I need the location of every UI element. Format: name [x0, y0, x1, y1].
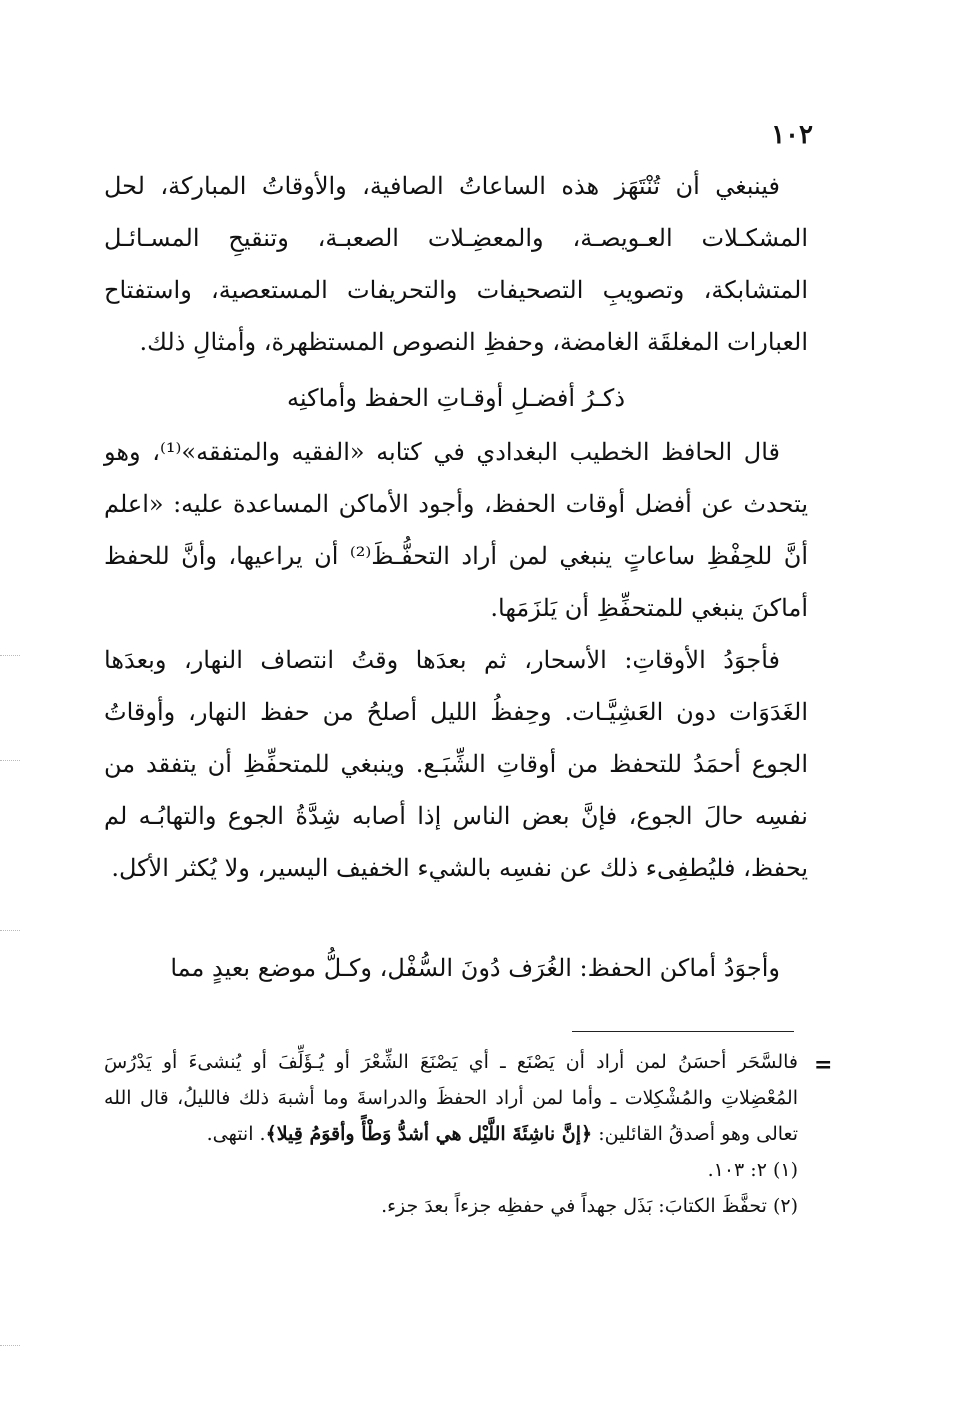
scan-margin-mark	[0, 760, 20, 761]
paragraph-1-text: فينبغي أن تُنْتَهَز هذه الساعاتُ الصافية، والأوقاتُ المباركة، لحل المشكـلات العـويصـة، والمعضِـلات الصعبـة، وتنقيحِ المسـائـل المتشابكة، وتصويبِ التصحيفات والتحريفات المستعصية، واستفتاح العبارات المغلقَة الغامضة، وحفظِ النصوص المستظهرة، وأمثالِ ذلك.	[104, 172, 808, 356]
footnote-continuation-text: فالسَّحَر أحسَنُ لمن أراد أن يَصْنَع ـ أي يَصْنَعَ الشِّعْرَ أو يُـؤَلِّفَ أو يُنشىءَ أو يَدْرُسَ المُعْضِلاتِ والمُشْكِلات ـ وأما لمن أراد الحفظَ والدراسةَ وما أشبهَ ذلك فالليلُ، قال الله تعالى وهو أصدقُ القائلين:	[104, 1051, 798, 1145]
footnote-2: (٢) تحفَّظَ الكتابَ: بَذَل جهداً في حفظِه جزءاً بعدَ جزء.	[381, 1195, 798, 1217]
page-number: ١٠٢	[771, 120, 813, 150]
scan-margin-mark	[0, 655, 20, 656]
section-heading: ذكـرُ أفضـلِ أوقـاتِ الحفظ وأماكنِه	[286, 384, 626, 412]
footnote-divider	[572, 1031, 794, 1032]
paragraph-3	[104, 634, 808, 894]
scan-margin-mark	[0, 930, 20, 931]
paragraph-2	[104, 426, 808, 634]
footnote-end-text: . انتهى.	[206, 1123, 266, 1145]
paragraph-3-text: فأجوَدُ الأوقاتِ: الأسحار، ثم بعدَها وقتُ انتصاف النهار، وبعدَها الغَدَوَات دون العَشِيَّـات. وحِفظُ الليل أصلحُ من حفظ النهار، وأوقاتُ الجوع أحمَدُ للتحفظ من أوقاتِ الشِّبَـع. وينبغي للمتحفِّظِ أن يتفقد من نفسِه حالَ الجوع، فإنَّ بعض الناس إذا أصابه شِدَّةُ الجوع والتهابُـه لم يحفظ، فليُطفِىء ذلك عن نفسِه بالشيء الخفيف اليسير، ولا يُكثر الأكل.	[104, 646, 808, 882]
footnote-1: (١) ٢: ١٠٣.	[707, 1159, 798, 1181]
scan-margin-mark	[0, 1345, 20, 1346]
paragraph-4	[104, 942, 808, 994]
footnote-quran-quote: ﴿إنَّ ناشِئَةَ اللَّيْل هي أشدُّ وَطْأً وأقوَمُ قِيلا﴾	[265, 1123, 593, 1145]
paragraph-2-text: قال الحافظ الخطيب البغدادي في كتابه «الفقيه والمتفقه»⁽¹⁾، وهو يتحدث عن أفضل أوقات الحفظ، وأجود الأماكن المساعدة عليه: «اعلم أنَّ للحِفْظِ ساعاتٍ ينبغي لمن أراد التحفُّـظَ⁽²⁾ أن يراعيها، وأنَّ للحفظ أماكنَ ينبغي للمتحفِّظِ أن يَلزَمَها.	[104, 438, 809, 622]
footnotes	[104, 1044, 808, 1224]
paragraph-1	[104, 160, 808, 368]
footnote-continuation-mark: =	[814, 1052, 833, 1078]
footnote-continuation	[104, 1044, 808, 1152]
paragraph-4-text: وأجوَدُ أماكن الحفظ: الغُرَف دُونَ السُّفْل، وكـلُّ موضع بعيدٍ مما	[170, 954, 780, 982]
